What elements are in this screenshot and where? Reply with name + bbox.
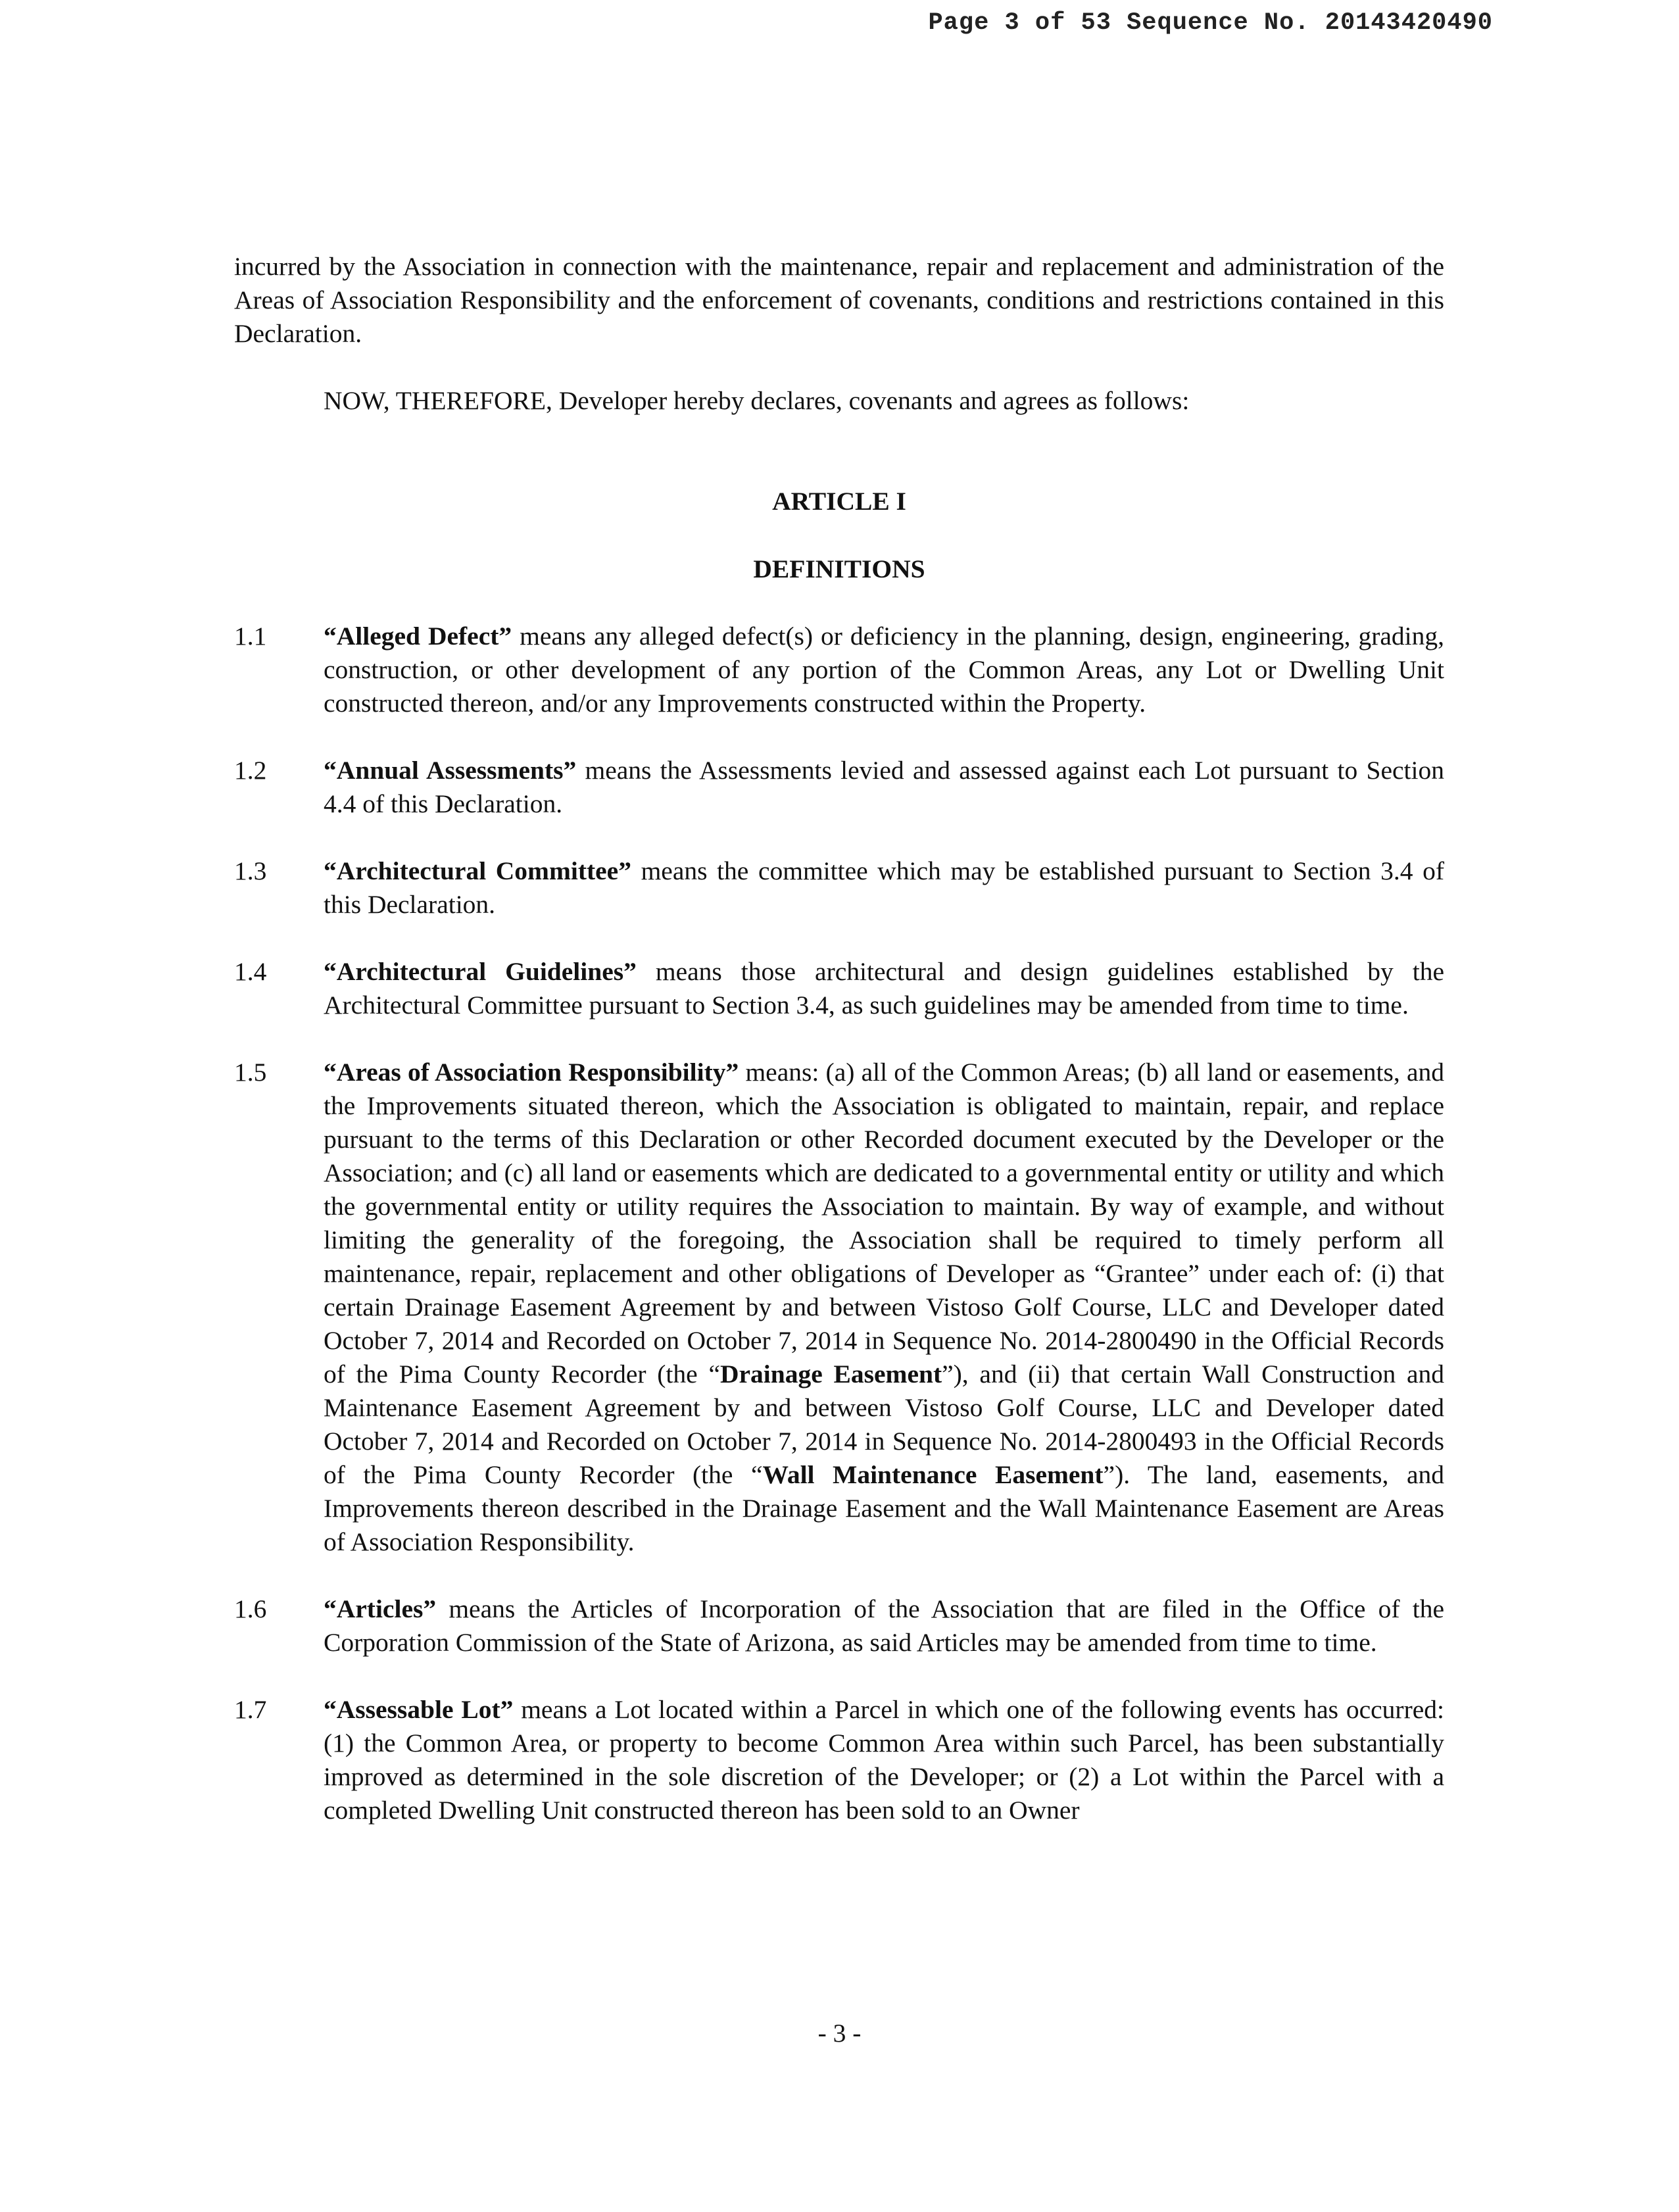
page-sequence-stamp: Page 3 of 53 Sequence No. 20143420490 <box>928 9 1493 37</box>
definition-text: means the Assessments levied and assessed against each Lot pursuant to Section 4.4 of this Declaration. <box>324 756 1444 818</box>
definition-text: means those architectural and design guidelines established by the Architectural Committee pursuant to Section 3.4, as such guidelines may be amended from time to time. <box>324 957 1444 1020</box>
defined-term-wall-maintenance-easement: Wall Maintenance Easement <box>762 1460 1104 1489</box>
section-text <box>324 1693 1444 1827</box>
now-therefore-clause: NOW, THEREFORE, Developer hereby declares, covenants and agrees as follows: <box>324 386 1190 415</box>
section-number: 1.3 <box>234 856 267 885</box>
definition-1-4 <box>234 955 1444 1022</box>
defined-term-drainage-easement: Drainage Easement <box>719 1360 942 1389</box>
page-number: - 3 - <box>817 2019 862 2048</box>
definition-text: means any alleged defect(s) or deficiency in the planning, design, engineering, grading, construction, or other development of any portion of the Common Areas, any Lot or Dwelling Unit constructed thereon, and/or any Improvements constructed within the Property. <box>324 622 1444 718</box>
definition-1-6 <box>234 1592 1444 1659</box>
section-text <box>324 1592 1444 1659</box>
defined-term: “Areas of Association Responsibility” <box>324 1058 739 1087</box>
section-text <box>324 955 1444 1022</box>
section-number: 1.1 <box>234 622 267 651</box>
definition-text: means a Lot located within a Parcel in which one of the following events has occurred: (1) the Common Area, or property to become Common Area within such Parcel, has been substantially improved as determined in the sole discretion of the Developer; or (2) a Lot within the Parcel with a completed Dwelling Unit constructed thereon has been sold to an Owner <box>324 1695 1444 1825</box>
section-text <box>324 1056 1444 1559</box>
intro-continuation: incurred by the Association in connection with the maintenance, repair and replacement and administration of the Areas of Association Responsibility and the enforcement of covenants, conditions and restrictions contained in this Declaration. <box>234 252 1444 348</box>
defined-term: “Assessable Lot” <box>324 1695 514 1724</box>
defined-term: “Architectural Committee” <box>324 856 631 885</box>
section-text <box>324 620 1444 720</box>
section-number: 1.2 <box>234 756 267 785</box>
defined-term: “Articles” <box>324 1594 437 1623</box>
definition-1-2 <box>234 754 1444 821</box>
defined-term: “Alleged Defect” <box>324 622 512 651</box>
definition-1-5 <box>234 1056 1444 1559</box>
definition-text: ”), and (ii) that certain Wall Construction and Maintenance Easement Agreement by and between Vistoso Golf Course, LLC and Developer dated October 7, 2014 and Recorded on October 7, 2014 in Sequence No. 2014-2800493 in the Official Records of the Pima County Recorder (the “ <box>324 1360 1444 1489</box>
definition-text: means the committee which may be established pursuant to Section 3.4 of this Declaration. <box>324 856 1444 919</box>
definition-text: ”). The land, easements, and Improvements thereon described in the Drainage Easement and the Wall Maintenance Easement are Areas of Association Responsibility. <box>324 1460 1444 1556</box>
article-number: ARTICLE I <box>772 487 906 516</box>
section-text <box>324 754 1444 821</box>
section-text <box>324 854 1444 922</box>
definition-1-7 <box>234 1693 1444 1827</box>
definition-1-3 <box>234 854 1444 922</box>
defined-term: “Annual Assessments” <box>324 756 577 785</box>
article-title: DEFINITIONS <box>753 554 925 583</box>
definition-text: means the Articles of Incorporation of the Association that are filed in the Office of the Corporation Commission of the State of Arizona, as said Articles may be amended from time to time. <box>324 1594 1444 1657</box>
definition-text: means: (a) all of the Common Areas; (b) all land or easements, and the Improvements situated thereon, which the Association is obligated to maintain, repair, and replace pursuant to the terms of this Declaration or other Recorded document executed by the Developer or the Association; and (c) all land or easements which are dedicated to a governmental entity or utility and which the governmental entity or utility requires the Association to maintain. By way of example, and without limiting the generality of the foregoing, the Association shall be required to timely perform all maintenance, repair, replacement and other obligations of Developer as “Grantee” under each of: (i) that certain Drainage Easement Agreement by and between Vistoso Golf Course, LLC and Developer dated October 7, 2014 and Recorded on October 7, 2014 in Sequence No. 2014-2800490 in the Official Records of the Pima County Recorder (the “ <box>324 1058 1445 1389</box>
section-number: 1.7 <box>234 1695 267 1724</box>
section-number: 1.6 <box>234 1594 267 1623</box>
section-number: 1.4 <box>234 957 267 986</box>
document-body <box>234 250 1444 1861</box>
defined-term: “Architectural Guidelines” <box>324 957 637 986</box>
definition-1-1 <box>234 620 1444 720</box>
section-number: 1.5 <box>234 1058 267 1087</box>
